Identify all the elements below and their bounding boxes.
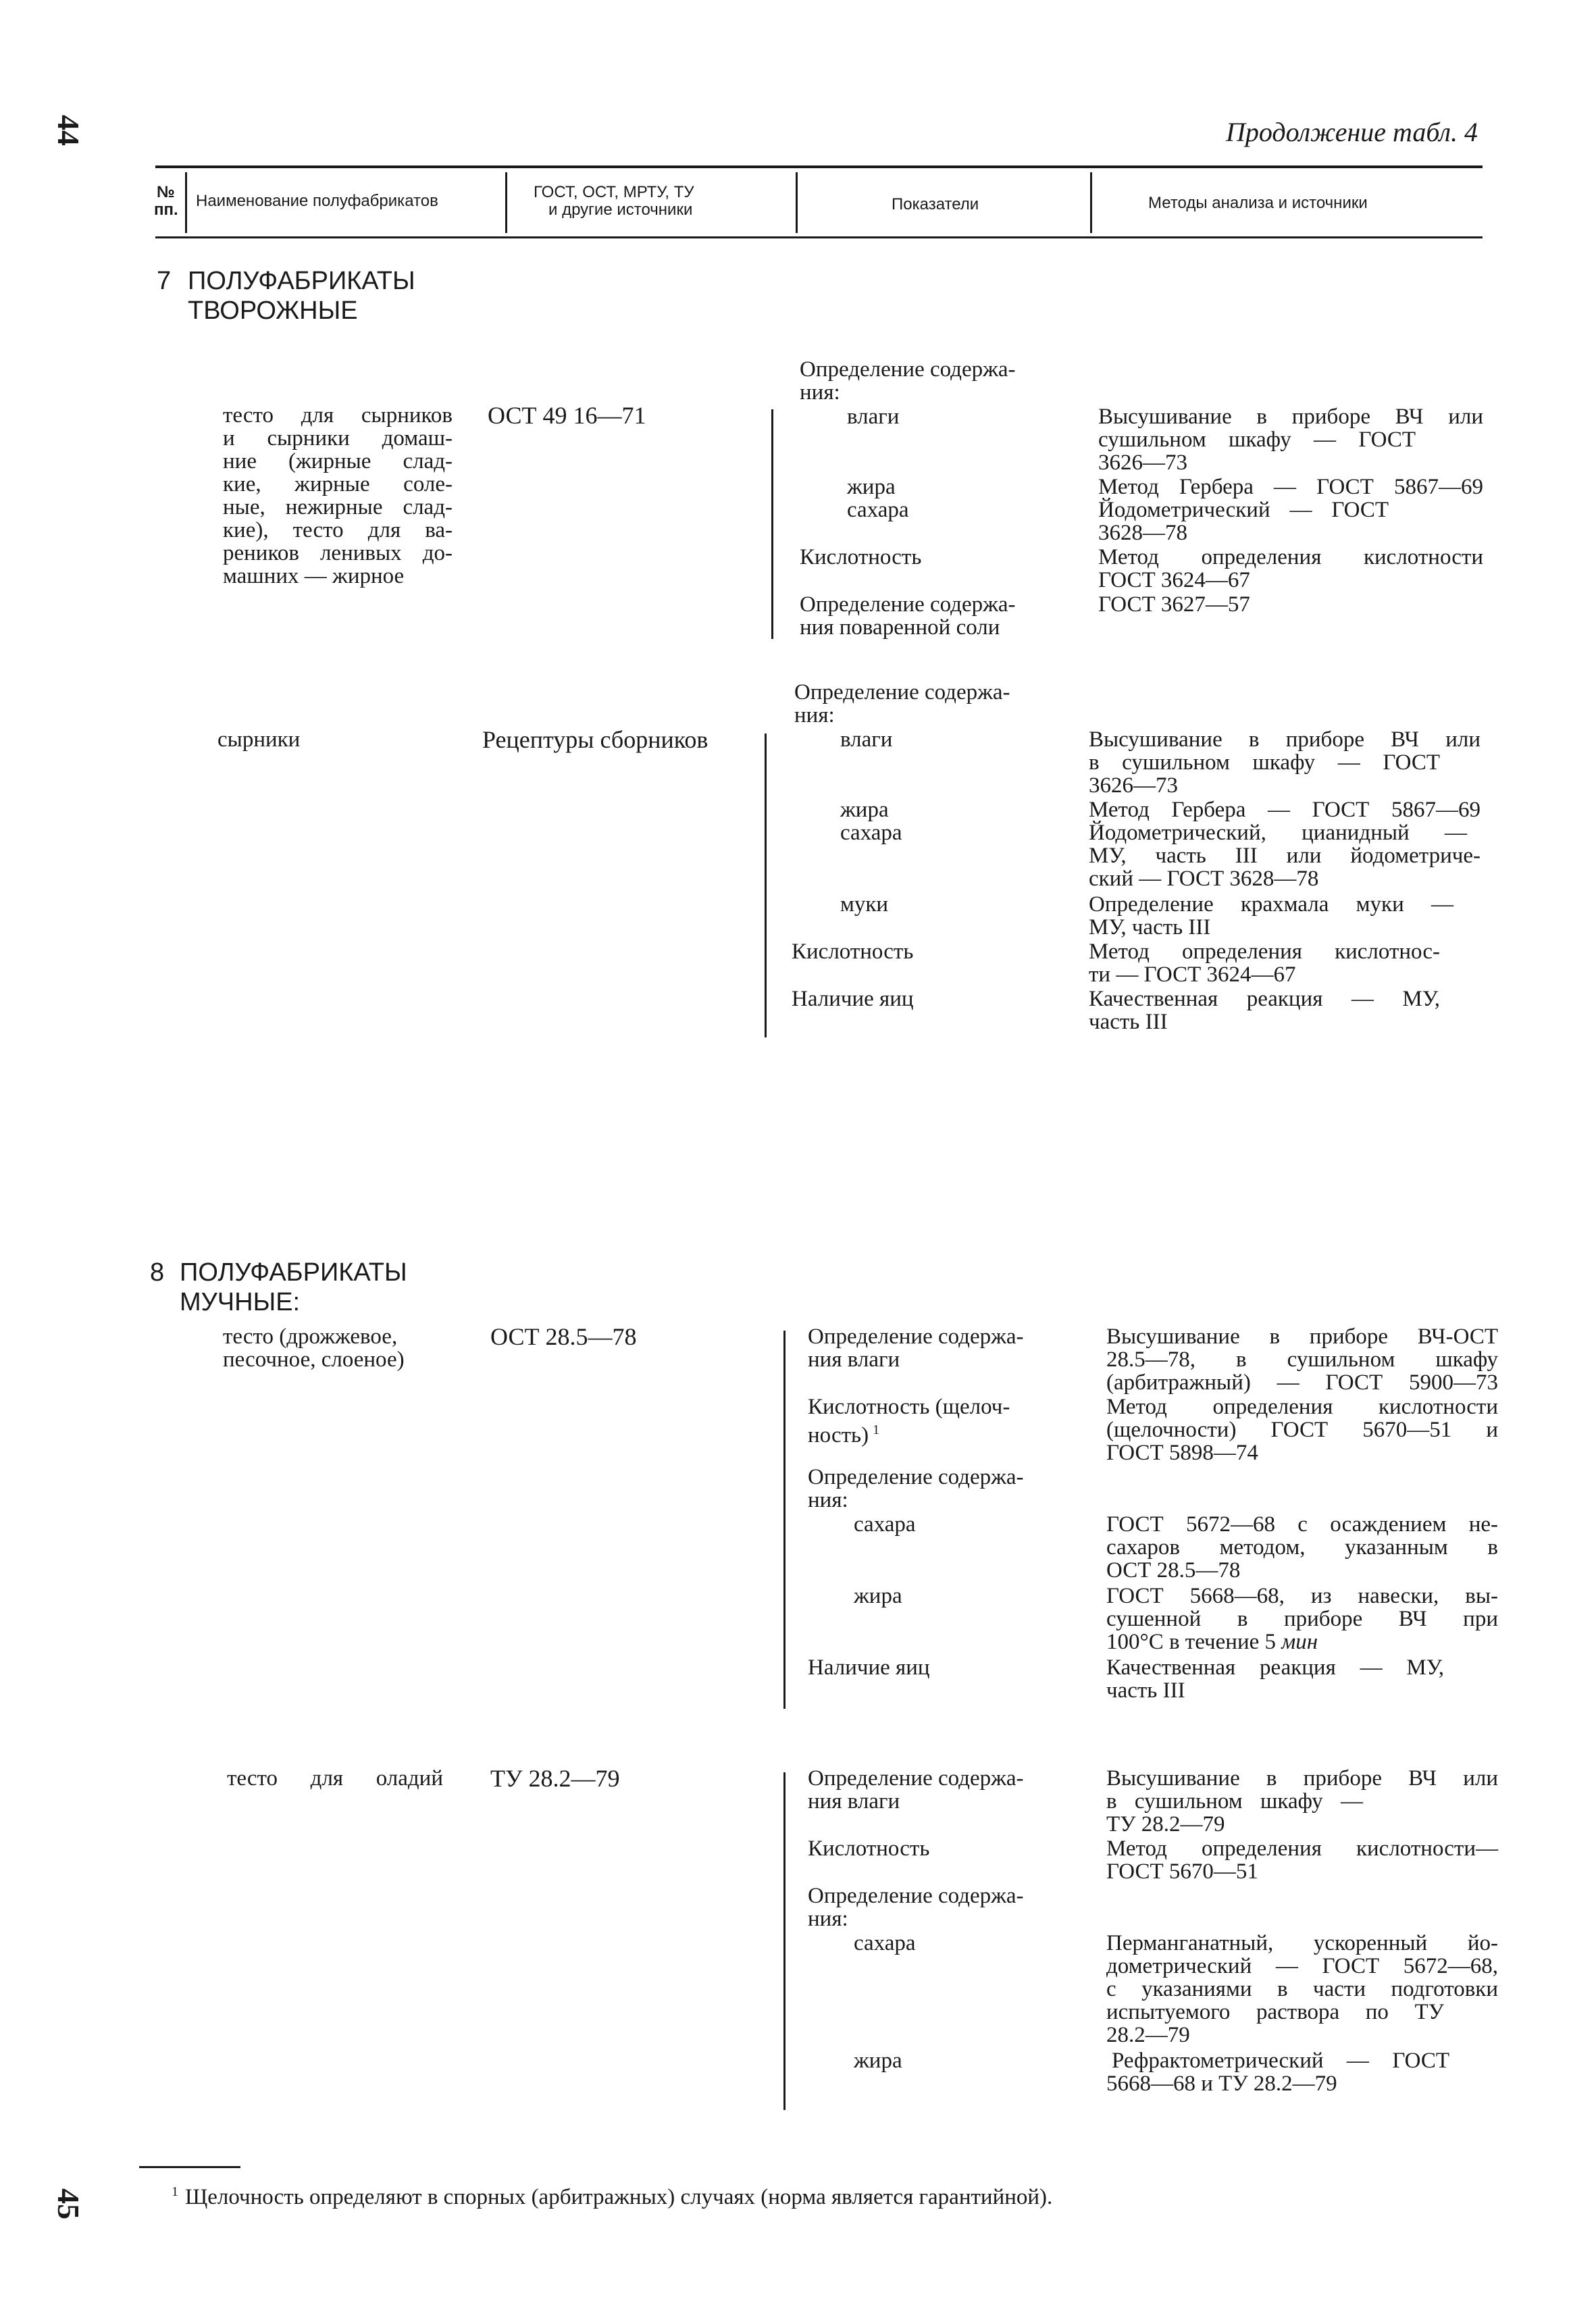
method-line: ОСТ 28.5—78 xyxy=(1106,1558,1241,1583)
indicator-intro: ния: xyxy=(808,1488,848,1512)
header-col-gost-1: ГОСТ, ОСТ, МРТУ, ТУ xyxy=(534,183,694,201)
header-divider-1 xyxy=(185,172,187,233)
item-name-line: песочное, слоеное) xyxy=(223,1347,405,1372)
method-line: 3626—73 xyxy=(1098,451,1187,475)
indicator-intro: ния: xyxy=(800,380,840,405)
footnote-mark: 1 xyxy=(172,2184,178,2199)
indicator-salt: ния поваренной соли xyxy=(800,615,1000,640)
section-7-title-1: ПОЛУФАБРИКАТЫ xyxy=(188,267,415,295)
method-line: ГОСТ 3624—67 xyxy=(1098,568,1250,592)
indicator-flour: муки xyxy=(840,892,889,917)
indicator-sugar: сахара xyxy=(854,1931,916,1955)
method-line: с указаниями в части подготовки xyxy=(1106,1977,1498,2001)
indicator-fat: жира xyxy=(840,798,889,822)
item-name-line: и сырники домаш- xyxy=(223,426,453,451)
method-line: ГОСТ 5672—68 с осаждением не- xyxy=(1106,1512,1498,1537)
section-8-number: 8 xyxy=(150,1258,165,1287)
indicator-acidity xyxy=(808,1418,879,1447)
method-line: часть III xyxy=(1089,1010,1168,1034)
item-name-line: ные, нежирные слад- xyxy=(223,495,453,519)
method-line: (щелочности) ГОСТ 5670—51 и xyxy=(1106,1418,1498,1442)
method-line: в сушильном шкафу — ГОСТ xyxy=(1089,750,1440,775)
indicator-acidity-text: ность) xyxy=(808,1423,869,1447)
indicator-moisture: ния влаги xyxy=(808,1789,900,1814)
method-line: Йодометрический, цианидный — xyxy=(1089,821,1467,845)
item-name-line: машних — жирное xyxy=(223,564,405,588)
page-number-bottom: 45 xyxy=(51,2188,86,2219)
item-source: ОСТ 28.5—78 xyxy=(490,1323,637,1350)
item-name-line: тесто для сырников xyxy=(223,403,453,428)
indicator-intro: ния: xyxy=(808,1907,848,1931)
method-line: в сушильном шкафу — xyxy=(1106,1789,1363,1814)
header-top-rule xyxy=(155,165,1483,168)
method-line: часть III xyxy=(1106,1678,1185,1703)
method-line: 5668—68 и ТУ 28.2—79 xyxy=(1106,2072,1337,2096)
section-8-title-1: ПОЛУФАБРИКАТЫ xyxy=(180,1258,407,1287)
method-line: ГОСТ 5898—74 xyxy=(1106,1441,1258,1465)
item-name-line: кие, жирные соле- xyxy=(223,472,453,496)
footnote-ref: 1 xyxy=(873,1422,880,1437)
header-col-methods: Методы анализа и источники xyxy=(1148,194,1368,212)
item-name-line: тесто (дрожжевое, xyxy=(223,1325,398,1349)
continuation-heading: Продолжение табл. 4 xyxy=(1225,117,1478,147)
method-line: Качественная реакция — МУ, xyxy=(1089,987,1440,1011)
section-7-number: 7 xyxy=(157,267,172,295)
section-8-title-2: МУЧНЫЕ: xyxy=(180,1288,301,1316)
indicator-eggs: Наличие яиц xyxy=(808,1655,930,1680)
method-line: сахаров методом, указанным в xyxy=(1106,1535,1498,1560)
item-name: тесто для оладий xyxy=(227,1766,443,1791)
indicator-eggs: Наличие яиц xyxy=(792,987,914,1011)
method-line: Метод определения кислотнос- xyxy=(1089,940,1440,964)
method-line: Определение крахмала муки — xyxy=(1089,892,1453,917)
indicator-intro: ния: xyxy=(794,703,835,727)
method-line: Качественная реакция — МУ, xyxy=(1106,1655,1444,1680)
indicator-brace xyxy=(771,409,773,639)
header-divider-3 xyxy=(796,172,798,233)
indicator-intro: Определение содержа- xyxy=(794,680,1010,704)
header-divider-4 xyxy=(1090,172,1092,233)
item-source: ТУ 28.2—79 xyxy=(490,1765,620,1792)
indicator-moisture: влаги xyxy=(840,727,893,752)
indicator-brace xyxy=(783,1331,786,1709)
item-name-line: кие), тесто для ва- xyxy=(223,518,453,542)
indicator-sugar: сахара xyxy=(854,1512,916,1537)
item-name-line: ние (жирные слад- xyxy=(223,449,453,473)
header-col-no-2: пп. xyxy=(154,201,178,219)
method-line: Высушивание в приборе ВЧ или xyxy=(1098,405,1483,429)
method-line: Рефрактометрический — ГОСТ xyxy=(1112,2049,1449,2073)
indicator-moisture: Определение содержа- xyxy=(808,1766,1024,1791)
method-line: Метод определения кислотности xyxy=(1106,1395,1498,1419)
method-line: МУ, часть III xyxy=(1089,915,1211,940)
method-line: 3626—73 xyxy=(1089,773,1178,798)
section-7-title-2: ТВОРОЖНЫЕ xyxy=(188,297,358,325)
item-source: ОСТ 49 16—71 xyxy=(488,402,646,429)
item-name-line: реников ленивых до- xyxy=(223,541,453,565)
indicator-intro: Определение содержа- xyxy=(808,1884,1024,1908)
method-line: Перманганатный, ускоренный йо- xyxy=(1106,1931,1498,1955)
indicator-intro: Определение содержа- xyxy=(800,357,1016,382)
method-line: Йодометрический — ГОСТ xyxy=(1098,498,1389,522)
method-line: дометрический — ГОСТ 5672—68, xyxy=(1106,1954,1498,1978)
header-bottom-rule xyxy=(155,236,1483,238)
method-line: (арбитражный) — ГОСТ 5900—73 xyxy=(1106,1370,1498,1395)
method-line: ГОСТ 5668—68, из навески, вы- xyxy=(1106,1584,1498,1608)
indicator-sugar: сахара xyxy=(840,821,902,845)
indicator-fat: жира xyxy=(854,1584,902,1608)
indicator-acidity: Кислотность xyxy=(800,545,922,569)
indicator-acidity: Кислотность xyxy=(808,1836,930,1861)
header-col-name: Наименование полуфабрикатов xyxy=(196,192,438,210)
footnote-body: Щелочность определяют в спорных (арбитражных) случаях (норма является гарантийной). xyxy=(185,2185,1053,2209)
indicator-acidity: Кислотность xyxy=(792,940,914,964)
item-name: сырники xyxy=(217,727,301,752)
method-line: Метод Гербера — ГОСТ 5867—69 xyxy=(1089,798,1481,822)
method-text: 100°С в течение 5 xyxy=(1106,1630,1276,1654)
method-line: испытуемого раствора по ТУ xyxy=(1106,2000,1444,2024)
method-line: Метод Гербера — ГОСТ 5867—69 xyxy=(1098,475,1483,499)
method-line: 28.2—79 xyxy=(1106,2023,1190,2047)
method-line: ГОСТ 5670—51 xyxy=(1106,1859,1258,1884)
method-line: сушенной в приборе ВЧ при xyxy=(1106,1607,1498,1631)
indicator-moisture: Определение содержа- xyxy=(808,1325,1024,1349)
header-divider-2 xyxy=(505,172,507,233)
indicator-acidity: Кислотность (щелоч- xyxy=(808,1395,1010,1419)
method-line: ти — ГОСТ 3624—67 xyxy=(1089,962,1296,987)
header-col-gost-2: и другие источники xyxy=(548,201,693,219)
indicator-fat: жира xyxy=(847,475,896,499)
method-line: Высушивание в приборе ВЧ или xyxy=(1106,1766,1498,1791)
method-line: 3628—78 xyxy=(1098,521,1187,545)
method-line: ГОСТ 3627—57 xyxy=(1098,592,1250,617)
method-line: Метод определения кислотности xyxy=(1098,545,1483,569)
indicator-brace xyxy=(783,1772,786,2110)
method-line: ТУ 28.2—79 xyxy=(1106,1812,1225,1836)
indicator-salt: Определение содержа- xyxy=(800,592,1016,617)
method-line: Высушивание в приборе ВЧ-ОСТ xyxy=(1106,1325,1498,1349)
indicator-intro: Определение содержа- xyxy=(808,1465,1024,1489)
method-unit: мин xyxy=(1281,1630,1318,1654)
indicator-fat: жира xyxy=(854,2049,902,2073)
item-source: Рецептуры сборников xyxy=(482,726,709,753)
header-col-indicators: Показатели xyxy=(892,195,979,213)
footnote-rule xyxy=(139,2166,240,2168)
method-line: Метод определения кислотности— xyxy=(1106,1836,1498,1861)
method-line: 28.5—78, в сушильном шкафу xyxy=(1106,1347,1498,1372)
indicator-moisture: влаги xyxy=(847,405,900,429)
method-line: Высушивание в приборе ВЧ или xyxy=(1089,727,1481,752)
header-col-no-1: № xyxy=(157,183,175,201)
method-line: сушильном шкафу — ГОСТ xyxy=(1098,428,1416,452)
method-line: МУ, часть III или йодометриче- xyxy=(1089,844,1481,868)
indicator-moisture: ния влаги xyxy=(808,1347,900,1372)
indicator-sugar: сахара xyxy=(847,498,909,522)
method-line: ский — ГОСТ 3628—78 xyxy=(1089,867,1319,891)
indicator-brace xyxy=(765,734,767,1037)
footnote-text xyxy=(172,2180,1052,2209)
page-number-top: 44 xyxy=(51,115,86,146)
method-line xyxy=(1106,1630,1318,1654)
